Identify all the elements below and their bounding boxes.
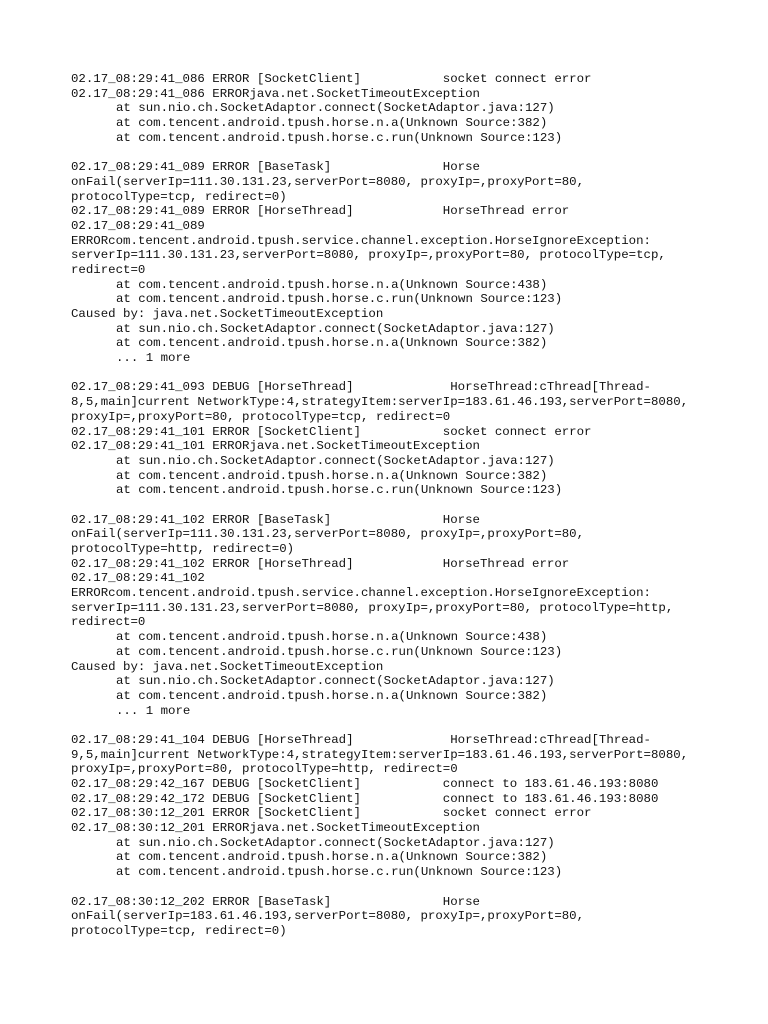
- log-line: 02.17_08:29:41_102: [71, 571, 205, 586]
- stack-trace-line: at com.tencent.android.tpush.horse.c.run(Unknown Source:123): [116, 292, 563, 307]
- log-line: 02.17_08:29:42_167 DEBUG [SocketClient] connect to 183.61.46.193:8080: [71, 777, 659, 791]
- log-line: protocolType=http, redirect=0): [71, 542, 295, 556]
- stack-trace-line: at sun.nio.ch.SocketAdaptor.connect(SocketAdaptor.java:127): [116, 453, 555, 468]
- log-line: redirect=0: [71, 262, 146, 277]
- log-block: [71, 513, 731, 719]
- stack-trace-line: at sun.nio.ch.SocketAdaptor.connect(SocketAdaptor.java:127): [116, 835, 555, 850]
- log-document: [71, 72, 731, 953]
- log-line: onFail(serverIp=111.30.131.23,serverPort=8080, proxyIp=,proxyPort=80,: [71, 174, 585, 189]
- log-block: [71, 733, 731, 880]
- log-line: ERRORcom.tencent.android.tpush.service.channel.exception.HorseIgnoreException:: [71, 233, 651, 248]
- log-line: 02.17_08:29:41_086 ERRORjava.net.SocketTimeoutException: [71, 86, 480, 101]
- log-line: 02.17_08:30:12_202 ERROR [BaseTask] Horse: [71, 894, 480, 909]
- stack-trace-line: at sun.nio.ch.SocketAdaptor.connect(SocketAdaptor.java:127): [116, 674, 555, 689]
- log-line: 02.17_08:30:12_201 ERRORjava.net.SocketTimeoutException: [71, 821, 480, 836]
- log-line: onFail(serverIp=111.30.131.23,serverPort=8080, proxyIp=,proxyPort=80,: [71, 527, 585, 542]
- stack-trace-line: at com.tencent.android.tpush.horse.n.a(Unknown Source:382): [116, 850, 548, 865]
- log-line: protocolType=tcp, redirect=0): [71, 189, 287, 204]
- log-line: onFail(serverIp=183.61.46.193,serverPort=8080, proxyIp=,proxyPort=80,: [71, 909, 585, 924]
- log-line: serverIp=111.30.131.23,serverPort=8080, proxyIp=,proxyPort=80, protocolType=http,: [71, 600, 674, 615]
- stack-trace-line: at com.tencent.android.tpush.horse.n.a(Unknown Source:382): [116, 688, 548, 703]
- log-line: 8,5,main]current NetworkType:4,strategyItem:serverIp=183.61.46.193,serverPort=8080,: [71, 395, 689, 410]
- log-line: 02.17_08:29:41_089 ERROR [BaseTask] Horse: [71, 160, 480, 175]
- stack-trace-line: at com.tencent.android.tpush.horse.n.a(Unknown Source:382): [116, 116, 548, 131]
- log-line: 02.17_08:29:41_101 ERROR [SocketClient] socket connect error: [71, 424, 592, 439]
- log-line: 02.17_08:29:41_086 ERROR [SocketClient] socket connect error: [71, 72, 592, 86]
- log-line: Caused by: java.net.SocketTimeoutException: [71, 659, 384, 674]
- log-block: [71, 72, 731, 145]
- log-line: 02.17_08:29:41_101 ERRORjava.net.SocketTimeoutException: [71, 439, 480, 454]
- stack-trace-line: at com.tencent.android.tpush.horse.n.a(Unknown Source:438): [116, 630, 548, 645]
- log-line: 02.17_08:29:41_089: [71, 218, 205, 233]
- stack-trace-line: at sun.nio.ch.SocketAdaptor.connect(SocketAdaptor.java:127): [116, 101, 555, 116]
- stack-trace-line: at com.tencent.android.tpush.horse.n.a(Unknown Source:382): [116, 468, 548, 483]
- log-line: ERRORcom.tencent.android.tpush.service.channel.exception.HorseIgnoreException:: [71, 586, 651, 601]
- log-line: proxyIp=,proxyPort=80, protocolType=http, redirect=0: [71, 762, 458, 777]
- log-line: 02.17_08:29:41_102 ERROR [HorseThread] HorseThread error: [71, 556, 570, 571]
- log-line: 02.17_08:29:41_093 DEBUG [HorseThread] HorseThread:cThread[Thread-: [71, 380, 651, 395]
- log-line: 02.17_08:29:41_102 ERROR [BaseTask] Horse: [71, 512, 480, 527]
- log-block: [71, 895, 731, 939]
- stack-trace-line: at sun.nio.ch.SocketAdaptor.connect(SocketAdaptor.java:127): [116, 321, 555, 336]
- log-block: [71, 160, 731, 366]
- log-line: protocolType=tcp, redirect=0): [71, 923, 287, 938]
- log-line: 02.17_08:30:12_201 ERROR [SocketClient] socket connect error: [71, 806, 592, 821]
- stack-trace-line: at com.tencent.android.tpush.horse.n.a(Unknown Source:382): [116, 336, 548, 351]
- stack-trace-line: at com.tencent.android.tpush.horse.c.run(Unknown Source:123): [116, 644, 563, 659]
- log-block: [71, 380, 731, 498]
- stack-trace-line: at com.tencent.android.tpush.horse.c.run(Unknown Source:123): [116, 865, 563, 880]
- log-line: 02.17_08:29:41_089 ERROR [HorseThread] HorseThread error: [71, 204, 570, 219]
- stack-trace-line: at com.tencent.android.tpush.horse.n.a(Unknown Source:438): [116, 277, 548, 292]
- log-line: 02.17_08:29:41_104 DEBUG [HorseThread] HorseThread:cThread[Thread-: [71, 732, 651, 747]
- log-line: 02.17_08:29:42_172 DEBUG [SocketClient] connect to 183.61.46.193:8080: [71, 791, 659, 806]
- stack-trace-line: ... 1 more: [116, 703, 191, 718]
- stack-trace-line: at com.tencent.android.tpush.horse.c.run(Unknown Source:123): [116, 483, 563, 498]
- stack-trace-line: at com.tencent.android.tpush.horse.c.run(Unknown Source:123): [116, 130, 563, 145]
- log-line: 9,5,main]current NetworkType:4,strategyItem:serverIp=183.61.46.193,serverPort=8080,: [71, 747, 689, 762]
- log-line: proxyIp=,proxyPort=80, protocolType=tcp, redirect=0: [71, 409, 451, 424]
- log-line: serverIp=111.30.131.23,serverPort=8080, proxyIp=,proxyPort=80, protocolType=tcp,: [71, 248, 666, 263]
- stack-trace-line: ... 1 more: [116, 351, 191, 366]
- log-line: redirect=0: [71, 615, 146, 630]
- log-line: Caused by: java.net.SocketTimeoutException: [71, 307, 384, 321]
